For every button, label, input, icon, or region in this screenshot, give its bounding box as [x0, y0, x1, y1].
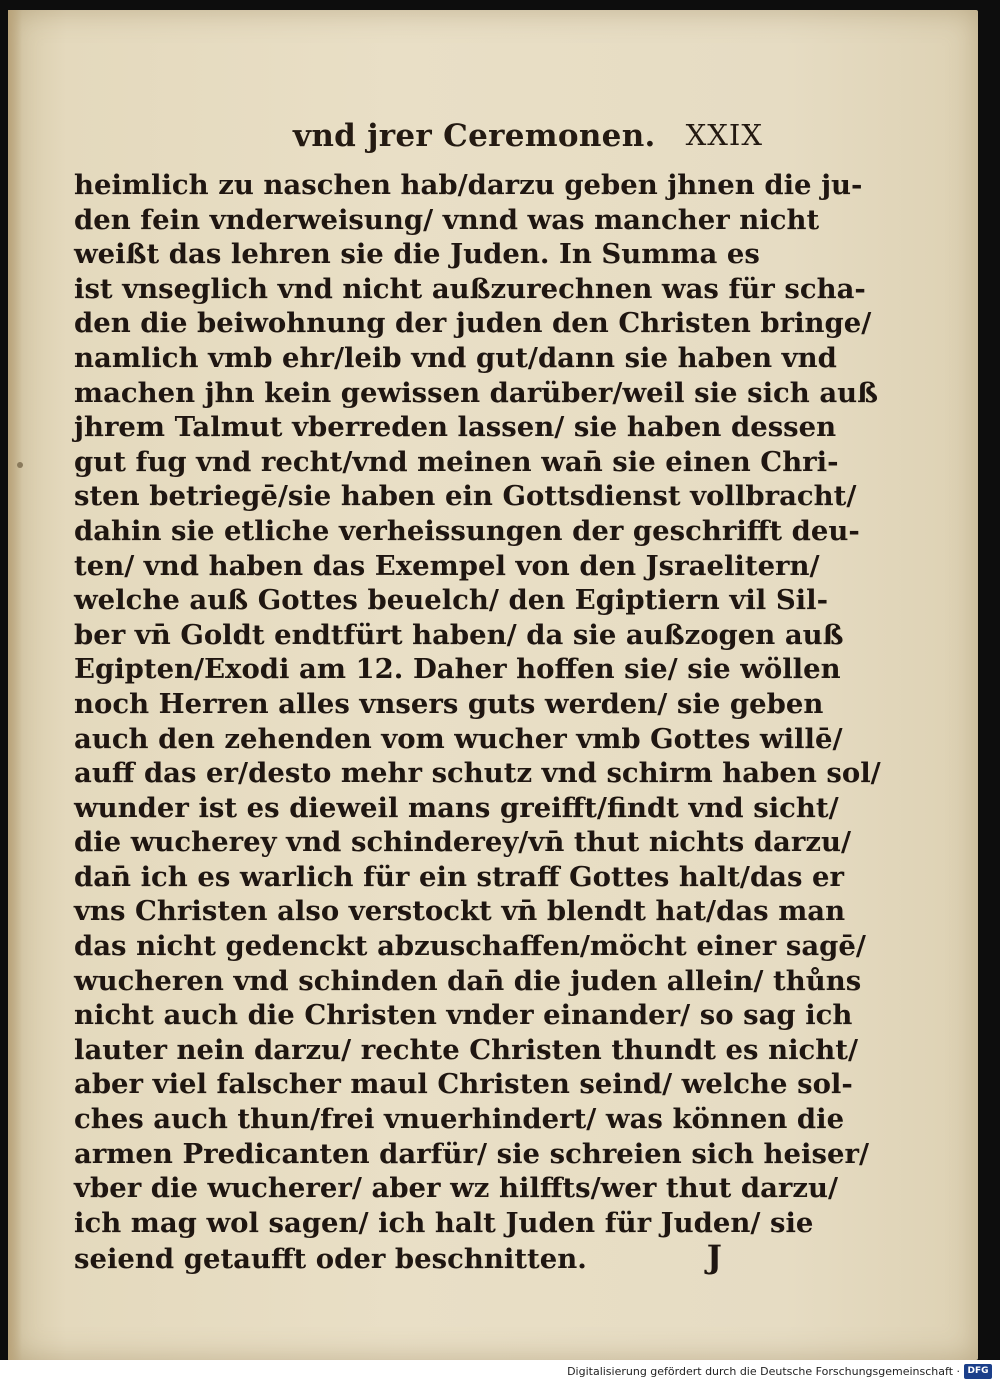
text-line: heimlich zu naschen hab/darzu geben jhnen die ju- [74, 169, 863, 201]
text-line: wunder ist es dieweil mans greifft/findt vnd sicht/ [74, 791, 839, 824]
footer-bar [0, 1360, 1000, 1384]
text-line: Egipten/Exodi am 12. Daher hoffen sie/ sie wöllen [74, 653, 841, 686]
body-text [74, 168, 881, 1277]
text-line: ich mag wol sagen/ ich halt Juden für Juden/ sie [74, 1206, 814, 1239]
text-line: machen jhn kein gewissen darüber/weil sie sich auß [74, 376, 879, 409]
text-line: das nicht gedenckt abzuschaffen/möcht einer sagē/ [74, 930, 866, 963]
text-line: die wucherey vnd schinderey/vn̄ thut nichts darzu/ [74, 826, 851, 859]
text-line: noch Herren alles vnsers guts werden/ sie geben [74, 687, 824, 720]
last-text-line [74, 1240, 774, 1275]
text-line: armen Predicanten darfür/ sie schreien sich heiser/ [74, 1137, 870, 1170]
text-line: weißt das lehren sie die Juden. In Summa es [74, 238, 760, 271]
signature-mark: J [706, 1238, 722, 1277]
text-line: lauter nein darzu/ rechte Christen thundt es nicht/ [74, 1033, 859, 1066]
text-line: aber viel falscher maul Christen seind/ welche sol- [74, 1068, 853, 1101]
text-line: ten/ vnd haben das Exempel von den Jsraelitern/ [74, 549, 820, 582]
text-line: welche auß Gottes beuelch/ den Egiptiern vil Sil- [74, 584, 828, 617]
paper-stain [17, 462, 23, 468]
text-line: wucheren vnd schinden dan̄ die juden allein/ thůns [74, 964, 862, 997]
text-line: dahin sie etliche verheissungen der geschrifft deu- [74, 514, 860, 547]
funding-credit: Digitalisierung gefördert durch die Deutsche Forschungsgemeinschaft · [567, 1365, 960, 1378]
running-title: vnd jrer Ceremonen. [293, 118, 656, 154]
text-line: nicht auch die Christen vnder einander/ so sag ich [74, 999, 853, 1032]
text-line: jhrem Talmut vberreden lassen/ sie haben dessen [74, 411, 837, 444]
text-line: ber vn̄ Goldt endtfürt haben/ da sie außzogen auß [74, 618, 844, 651]
text-line: sten betriegē/sie haben ein Gottsdienst vollbracht/ [74, 480, 857, 513]
text-line: dan̄ ich es warlich für ein straff Gottes halt/das er [74, 860, 845, 893]
page-header [293, 118, 763, 158]
text-line: vns Christen also verstockt vn̄ blendt hat/das man [74, 895, 846, 928]
book-page [8, 10, 978, 1360]
text-line: namlich vmb ehr/leib vnd gut/dann sie haben vnd [74, 341, 837, 374]
text-line: den fein vnderweisung/ vnnd was mancher nicht [74, 203, 820, 236]
text-line: auff das er/desto mehr schutz vnd schirm haben sol/ [74, 757, 881, 790]
text-line: gut fug vnd recht/vnd meinen wan̄ sie einen Chri- [74, 445, 839, 478]
folio-number: XXIX [685, 118, 763, 152]
text-line: ist vnseglich vnd nicht außzurechnen was für scha- [74, 272, 866, 305]
text-line: vber die wucherer/ aber wz hilffts/wer thut darzu/ [74, 1172, 839, 1205]
dfg-logo-icon: DFG [964, 1364, 992, 1379]
page-gutter-shadow [8, 10, 22, 1360]
text-line: seiend getaufft oder beschnitten. [74, 1243, 587, 1276]
text-line: auch den zehenden vom wucher vmb Gottes willē/ [74, 722, 843, 755]
text-line: ches auch thun/frei vnuerhindert/ was können die [74, 1103, 845, 1136]
text-line: den die beiwohnung der juden den Christen bringe/ [74, 307, 872, 340]
